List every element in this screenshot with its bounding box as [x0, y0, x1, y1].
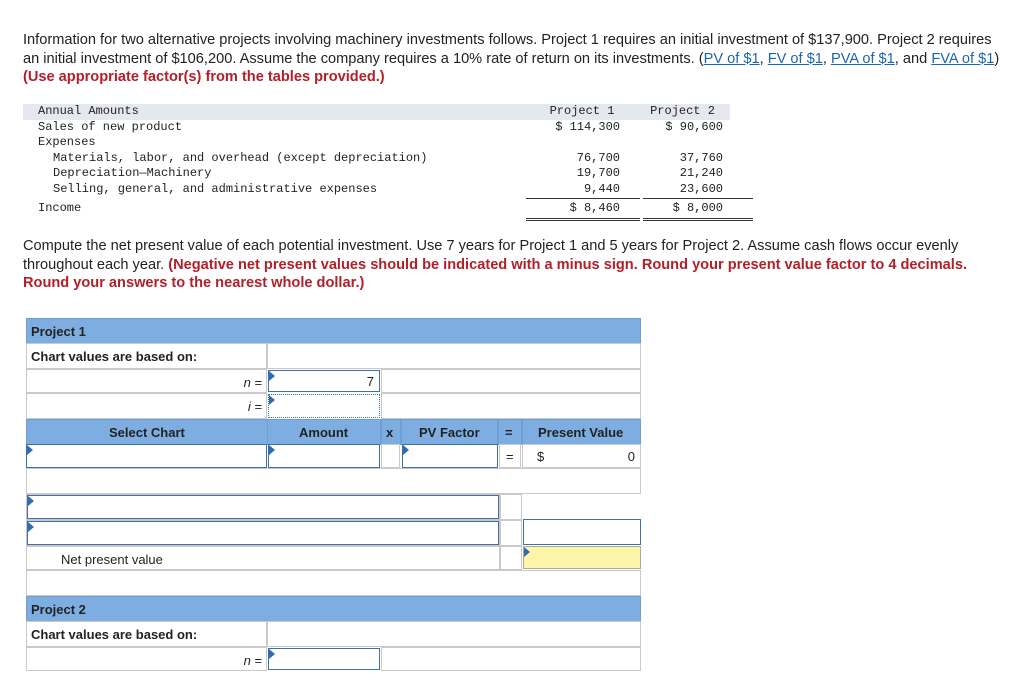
row-label: Depreciation—Machinery: [53, 166, 212, 180]
pv-factor-input[interactable]: [402, 444, 498, 468]
annual-amounts-table: [23, 104, 730, 217]
project-1-title: Project 1: [31, 324, 86, 339]
present-value-output: 0: [627, 449, 635, 464]
amount-label: Amount: [299, 425, 349, 440]
net-present-value-input[interactable]: [523, 546, 641, 569]
empty-row: [26, 468, 641, 494]
row-label: Income: [38, 201, 82, 215]
times-label: x: [386, 425, 394, 440]
project-1-header: [26, 318, 641, 344]
pv-factor-header: [401, 419, 498, 445]
empty-cell: [500, 546, 522, 570]
table-header-row: [23, 104, 730, 120]
row-label: Materials, labor, and overhead (except depreciation): [53, 150, 428, 165]
subtotal-rule: [643, 198, 753, 199]
present-value-header: [522, 419, 641, 445]
chart-values-label-cell: [26, 343, 267, 369]
project-2-value: $ 90,600: [665, 119, 723, 134]
input-marker-icon: [403, 445, 409, 455]
empty-cell: [381, 444, 400, 468]
project-2-title: Project 2: [31, 602, 86, 617]
times-header: [381, 419, 401, 445]
i-label-cell: [26, 393, 267, 419]
input-marker-icon: [28, 496, 34, 506]
pv-factor-label: PV Factor: [419, 425, 480, 440]
project-2-value: $ 8,000: [672, 201, 723, 215]
n-input[interactable]: [268, 648, 380, 670]
select-chart-dropdown[interactable]: [26, 444, 267, 468]
n-label: n =: [243, 653, 262, 668]
separator: ,: [822, 50, 831, 67]
chart-values-label: Chart values are based on:: [31, 349, 198, 364]
present-value-label: Present Value: [538, 425, 624, 440]
npv-line-value-input[interactable]: [523, 519, 641, 545]
pva-of-1-link[interactable]: PVA of $1: [830, 50, 895, 67]
n-label-cell: [26, 369, 267, 393]
n-label: n =: [243, 375, 262, 390]
table-row: [23, 201, 730, 217]
n-input[interactable]: [268, 370, 380, 392]
separator: ,: [759, 50, 768, 67]
instructions-emphasis: (Negative net present values should be indicated with a minus sign. Round your present value factor to 4 decimals. Round your answers to the nearest whole dollar.): [23, 256, 968, 291]
total-double-rule: [526, 218, 640, 219]
amount-input[interactable]: [268, 444, 380, 468]
empty-row: [26, 570, 641, 596]
separator: , and: [894, 50, 932, 67]
i-label: i =: [247, 399, 262, 414]
equals-header: [498, 419, 522, 445]
input-marker-icon: [269, 371, 275, 381]
table-row: [23, 166, 730, 182]
table-row: [23, 135, 730, 151]
instructions: [23, 237, 1003, 293]
input-marker-icon: [269, 395, 275, 405]
empty-cell: [500, 494, 522, 520]
instructions-text: Compute the net present value of each potential investment. Use 7 years for Project 1 and 5 years for Project 2. Assume cash flows occur evenly throughout each year.: [23, 238, 959, 273]
equals-label: =: [505, 425, 513, 440]
i-input[interactable]: [268, 394, 380, 418]
input-marker-icon: [269, 649, 275, 659]
header-project-2: Project 2: [650, 104, 715, 118]
problem-intro: [23, 31, 1003, 87]
n-value: 7: [366, 374, 374, 389]
empty-cell: [381, 647, 641, 671]
table-row: [23, 151, 730, 167]
amount-header: [267, 419, 381, 445]
pv-of-1-link[interactable]: PV of $1: [703, 50, 760, 67]
empty-cell: [267, 343, 641, 369]
npv-line-input[interactable]: [27, 521, 499, 545]
project-2-value: 21,240: [679, 166, 723, 180]
dollar-sign: $: [537, 449, 545, 464]
header-project-1: Project 1: [549, 104, 615, 118]
equals-sign: =: [506, 449, 514, 464]
total-double-rule: [526, 220, 640, 221]
project-1-value: 76,700: [576, 150, 620, 165]
project-1-value: 19,700: [576, 166, 620, 180]
project-1-value: $ 114,300: [555, 119, 620, 134]
project-2-header: [26, 596, 641, 622]
fva-of-1-link[interactable]: FVA of $1: [931, 50, 995, 67]
total-double-rule: [643, 218, 753, 219]
empty-cell: [267, 621, 641, 647]
present-value-cell: [522, 444, 641, 468]
empty-cell: [381, 393, 641, 419]
subtotal-rule: [526, 198, 640, 199]
total-double-rule: [643, 220, 753, 221]
input-marker-icon: [28, 522, 34, 532]
fv-of-1-link[interactable]: FV of $1: [767, 50, 823, 67]
npv-line-input[interactable]: [27, 495, 499, 519]
select-chart-header: [26, 419, 268, 445]
intro-emphasis: (Use appropriate factor(s) from the tables provided.): [23, 69, 385, 85]
input-marker-icon: [269, 445, 275, 455]
n-label-cell: [26, 647, 267, 671]
project-1-value: $ 8,460: [569, 201, 620, 215]
project-2-value: 37,760: [679, 150, 723, 165]
chart-values-label-cell: [26, 621, 267, 647]
row-label: Expenses: [38, 135, 96, 149]
chart-values-label: Chart values are based on:: [31, 627, 198, 642]
equals-cell: [499, 444, 521, 468]
row-label: Selling, general, and administrative expenses: [53, 181, 378, 196]
project-1-value: 9,440: [583, 181, 620, 196]
input-marker-icon: [524, 547, 530, 557]
net-present-value-label: Net present value: [61, 552, 163, 567]
select-chart-label: Select Chart: [109, 425, 185, 440]
table-row: [23, 120, 730, 136]
header-annual-amounts: Annual Amounts: [38, 104, 139, 118]
separator: ): [994, 50, 1000, 67]
project-2-value: 23,600: [679, 181, 723, 196]
npv-label-cell: [26, 546, 500, 570]
table-row: [23, 182, 730, 198]
empty-cell: [500, 520, 522, 546]
intro-text: Information for two alternative projects involving machinery investments follows. Project 1 requires an initial investment of $137,900. Project 2 requires an initial investment of $106,200. Assume the company requires a 10% rate of return on its investments. (: [23, 32, 992, 67]
input-marker-icon: [27, 445, 33, 455]
empty-cell: [381, 369, 641, 393]
row-label: Sales of new product: [38, 119, 183, 134]
